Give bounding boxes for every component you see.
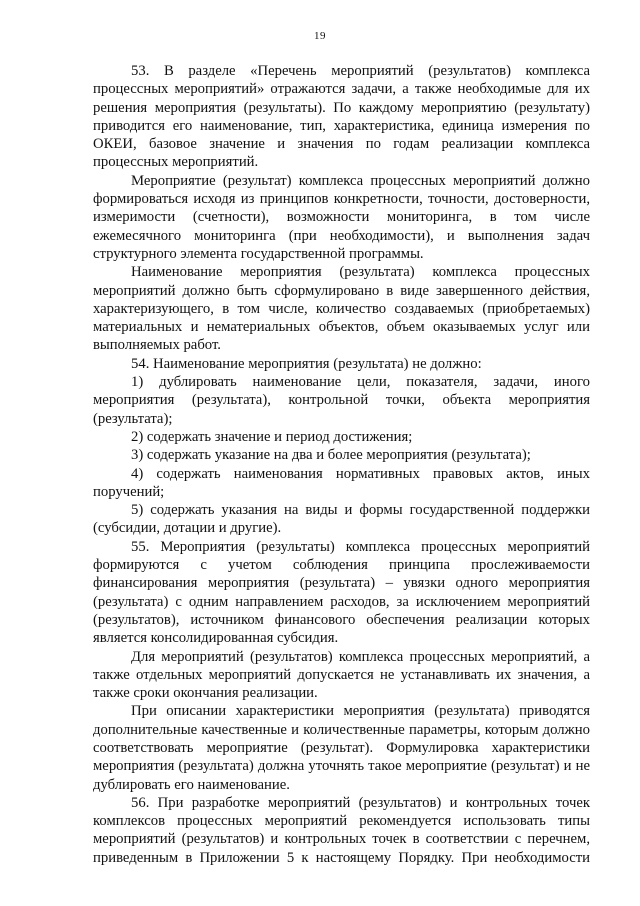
paragraph-56: 56. При разработке мероприятий (результатов) и контрольных точек комплексов процессных мероприятий рекомендуется использовать типы мероприятий (результатов) и контрольных точек в соответствии с перечнем, приведенным в Приложении 5 к настоящему Порядку. При необходимости: [93, 794, 590, 866]
list-item-2: 2) содержать значение и период достижения;: [131, 428, 413, 445]
paragraph-53: 53. В разделе «Перечень мероприятий (результатов) комплекса процессных мероприятий» отражаются задачи, а также необходимые для их решения мероприятия (результаты). По каждому мероприятию (результату) приводится его наименование, тип, характеристика, единица измерения по ОКЕИ, базовое значение и значения по годам реализации комплекса процессных мероприятий.: [93, 63, 590, 171]
list-item-1: 1) дублировать наименование цели, показателя, задачи, иного мероприятия (результата), контрольной точки, объекта мероприятия (результата);: [93, 374, 590, 427]
paragraph-55: 55. Мероприятия (результаты) комплекса процессных мероприятий формируются с учетом соблюдения принципа прослеживаемости финансирования мероприятия (результата) – увязки одного мероприятия (результата) с одним направлением расходов, за исключением мероприятий (результатов), источником финансового обеспечения реализации которых является консолидированная субсидия.: [93, 538, 590, 647]
list-item-5: 5) содержать указания на виды и формы государственной поддержки (субсидии, дотации и другие).: [93, 502, 590, 537]
paragraph-activity-name: Наименование мероприятия (результата) комплекса процессных мероприятий должно быть сформулировано в виде завершенного действия, характеризующего, в том числе, количество создаваемых (приобретаемых) материальных и нематериальных объектов, объем оказываемых услуг или выполняемых работ.: [93, 264, 590, 354]
paragraph-activity-formation: Мероприятие (результат) комплекса процессных мероприятий должно формироваться исходя из принципов конкретности, точности, достоверности, измеримости (счетности), возможности мониторинга, в том числе ежемесячного мониторинга (при необходимости), и выполнения задач структурного элемента государственной программы.: [93, 172, 590, 262]
paragraph-54: 54. Наименование мероприятия (результата) не должно:: [131, 355, 482, 372]
list-item-4: 4) содержать наименования нормативных правовых актов, иных поручений;: [93, 465, 590, 500]
list-item-3: 3) содержать указание на два и более мероприятия (результата);: [131, 447, 531, 464]
paragraph-characteristics: При описании характеристики мероприятия (результата) приводятся дополнительные качественные и количественные параметры, которым должно соответствовать мероприятие (результат). Формулировка характеристики мероприятия (результата) должна уточнять такое мероприятие (результат) и не дублировать его наименование.: [93, 703, 590, 793]
paragraph-optional-values: Для мероприятий (результатов) комплекса процессных мероприятий, а также отдельных мероприятий допускается не устанавливать их значения, а также сроки окончания реализации.: [93, 648, 590, 702]
page-number: 19: [314, 30, 326, 42]
document-body: [93, 62, 590, 867]
